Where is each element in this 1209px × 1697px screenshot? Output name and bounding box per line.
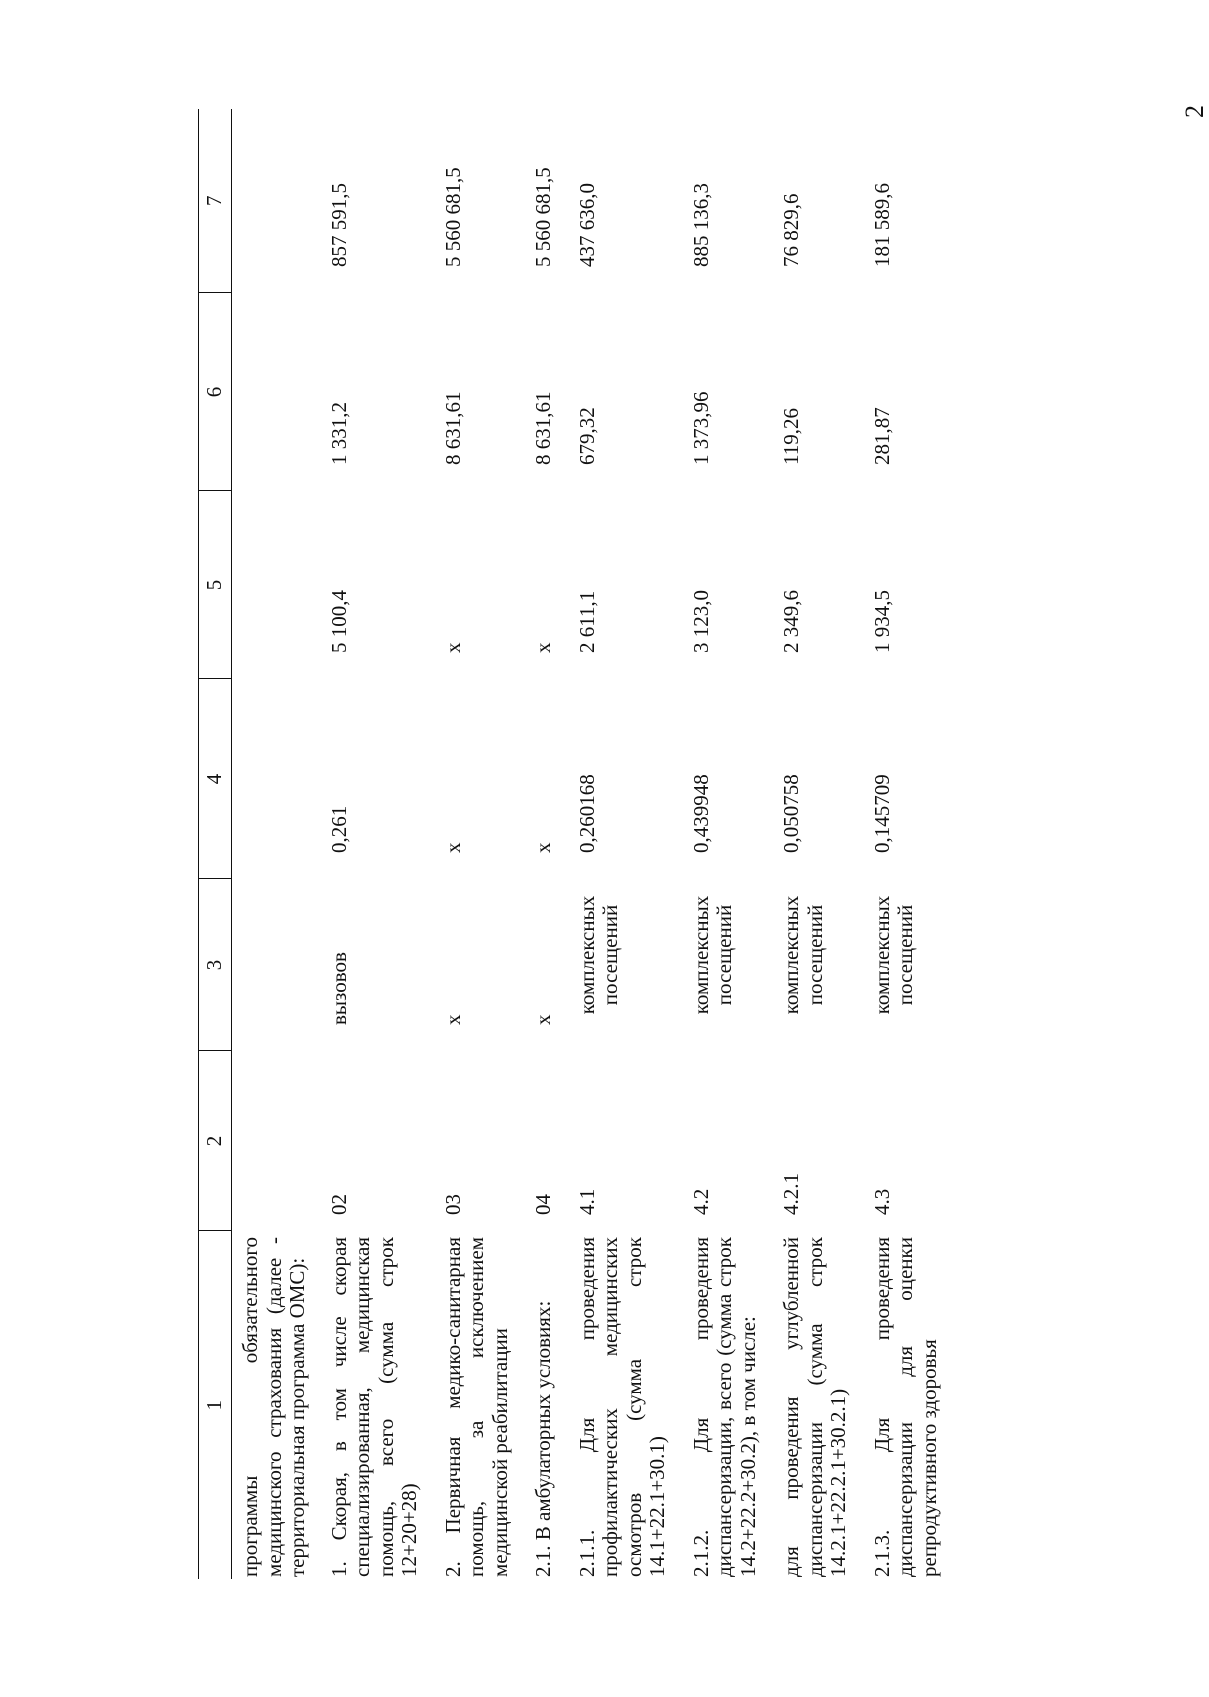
row-name: 2.1.3. Для проведения диспансеризации для оценки репродуктивного здоровья bbox=[869, 1237, 941, 1577]
table-row bbox=[568, 109, 682, 1579]
row-code: 4.2 bbox=[688, 1188, 713, 1215]
table-row bbox=[320, 109, 434, 1579]
row-value: 0,439948 bbox=[688, 774, 713, 853]
row-value: 1 331,2 bbox=[326, 402, 351, 465]
row-value: 885 136,3 bbox=[688, 183, 713, 267]
row-unit: х bbox=[531, 1014, 556, 1025]
row-value: 5 560 681,5 bbox=[440, 167, 465, 267]
column-header: 3 bbox=[199, 879, 232, 1051]
row-value: х bbox=[531, 842, 556, 853]
row-value: 857 591,5 bbox=[326, 183, 351, 267]
row-value: х bbox=[531, 642, 556, 653]
row-value: 5 560 681,5 bbox=[531, 167, 556, 267]
row-code: 02 bbox=[326, 1194, 351, 1215]
row-name: 2. Первичная медико-санитарная помощь, за исключением медицинской реабилитации bbox=[440, 1237, 512, 1577]
row-unit: вызовов bbox=[326, 952, 351, 1025]
row-unit: комплексных посещений bbox=[688, 895, 737, 1015]
row-code: 4.2.1 bbox=[779, 1173, 804, 1215]
row-value: 3 123,0 bbox=[688, 590, 713, 653]
row-value: 181 589,6 bbox=[869, 183, 894, 267]
row-value: 437 636,0 bbox=[574, 183, 599, 267]
row-name: 2.1. В амбулаторных условиях: bbox=[531, 1300, 556, 1577]
row-value: 0,261 bbox=[326, 805, 351, 853]
row-value: 2 349,6 bbox=[779, 590, 804, 653]
column-header: 6 bbox=[199, 293, 232, 491]
table-row bbox=[863, 109, 954, 1579]
row-value: 8 631,61 bbox=[531, 391, 556, 465]
column-header: 7 bbox=[199, 109, 232, 293]
row-unit: комплексных посещений bbox=[779, 895, 827, 1015]
row-value: 5 100,4 bbox=[326, 590, 351, 653]
row-value: х bbox=[440, 842, 465, 853]
row-value: 119,26 bbox=[779, 408, 804, 465]
row-value: 76 829,6 bbox=[779, 193, 804, 267]
column-header: 2 bbox=[199, 1051, 232, 1231]
row-value: 2 611,1 bbox=[574, 590, 599, 653]
row-value: х bbox=[440, 642, 465, 653]
row-name: 2.1.2. Для проведения диспансеризации, всего (сумма строк 14.2+22.2+30.2), в том числе: bbox=[688, 1237, 760, 1577]
page-number: 2 bbox=[1180, 105, 1209, 118]
column-header: 4 bbox=[199, 679, 232, 879]
row-name: программы обязательного медицинского страхования (далее - территориальная программа ОМС): bbox=[238, 1237, 310, 1577]
data-table bbox=[198, 109, 953, 1579]
column-header: 5 bbox=[199, 491, 232, 679]
row-name: 1. Скорая, в том числе скорая специализированная, медицинская помощь, всего (сумма строк 12+20+28) bbox=[326, 1237, 422, 1577]
table-row bbox=[434, 109, 525, 1579]
row-code: 03 bbox=[440, 1194, 465, 1215]
header-row bbox=[199, 109, 232, 1579]
row-code: 4.3 bbox=[869, 1188, 894, 1215]
column-header: 1 bbox=[199, 1231, 232, 1579]
table-row bbox=[772, 109, 863, 1579]
table-row bbox=[524, 109, 568, 1579]
row-value: 8 631,61 bbox=[440, 391, 465, 465]
row-value: 679,32 bbox=[574, 407, 599, 465]
row-code: 4.1 bbox=[574, 1188, 599, 1215]
row-value: 0,145709 bbox=[869, 774, 894, 853]
row-code: 04 bbox=[531, 1194, 556, 1215]
row-value: 281,87 bbox=[869, 407, 894, 465]
row-name: 2.1.1. Для проведения профилактических медицинских осмотров (сумма строк 14.1+22.1+30.1) bbox=[574, 1237, 670, 1577]
row-value: 1 934,5 bbox=[869, 590, 894, 653]
row-unit: х bbox=[440, 1014, 465, 1025]
row-name: для проведения углубленной диспансеризации (сумма строк 14.2.1+22.2.1+30.2.1) bbox=[779, 1237, 851, 1577]
row-value: 0,260168 bbox=[574, 774, 599, 853]
row-unit: комплексных посещений bbox=[574, 895, 623, 1015]
row-unit: комплексных посещений bbox=[869, 895, 918, 1015]
row-value: 0,050758 bbox=[779, 774, 804, 853]
table-row bbox=[232, 109, 320, 1579]
table-row bbox=[682, 109, 773, 1579]
row-value: 1 373,96 bbox=[688, 391, 713, 465]
